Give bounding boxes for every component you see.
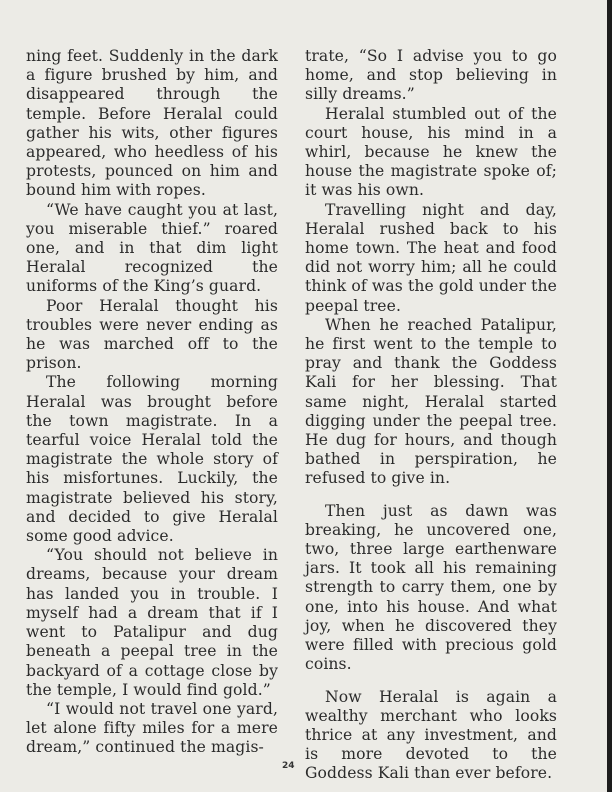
paragraph: ning feet. Suddenly in the dark a figure brushed by him, and disappeared through the temple. Before Heralal could gather his wits, other figures appeared, who heedless of his protests, pounced on him and bound him with ropes. — [26, 47, 278, 200]
page-number: 24 — [282, 761, 295, 771]
paragraph: “You should not believe in dreams, because your dream has landed you in trouble. I myself had a dream that if I went to Patalipur and dug beneath a peepal tree in the backyard of a cottage close by the temple, I would find gold.” — [26, 546, 278, 699]
left-column — [26, 47, 278, 758]
paragraph: The following morning Heralal was brought before the town magistrate. In a tearful voice Heralal told the magistrate the whole story of his misfortunes. Luckily, the magistrate believed his story, and decided to give Heralal some good advice. — [26, 373, 278, 546]
paragraph: Now Heralal is again a wealthy merchant who looks thrice at any investment, and is more devoted to the Goddess Kali than ever before. — [305, 687, 557, 783]
paragraph: trate, “So I advise you to go home, and stop believing in silly dreams.” — [305, 47, 557, 104]
paragraph: “I would not travel one yard, let alone fifty miles for a mere dream,” continued the magis- — [26, 699, 278, 757]
paragraph: Travelling night and day, Heralal rushed back to his home town. The heat and food did not worry him; all he could think of was the gold under the peepal tree. — [305, 200, 557, 315]
page-edge-shadow — [607, 0, 612, 792]
right-column — [305, 47, 557, 784]
paragraph: Poor Heralal thought his troubles were never ending as he was marched off to the prison. — [26, 296, 278, 373]
paragraph: When he reached Patalipur, he first went to the temple to pray and thank the Goddess Kali for her blessing. That same night, Heralal started digging under the peepal tree. He dug for hours, and though bathed in perspiration, he refused to give in. — [305, 315, 557, 488]
paragraph: Heralal stumbled out of the court house, his mind in a whirl, because he knew the house the magistrate spoke of; it was his own. — [305, 104, 557, 200]
paragraph: Then just as dawn was breaking, he uncovered one, two, three large earthenware jars. It took all his remaining strength to carry them, one by one, into his house. And what joy, when he discovered they were filled with precious gold coins. — [305, 501, 557, 674]
paragraph: “We have caught you at last, you miserable thief.” roared one, and in that dim light Heralal recognized the uniforms of the King’s guard. — [26, 200, 278, 296]
